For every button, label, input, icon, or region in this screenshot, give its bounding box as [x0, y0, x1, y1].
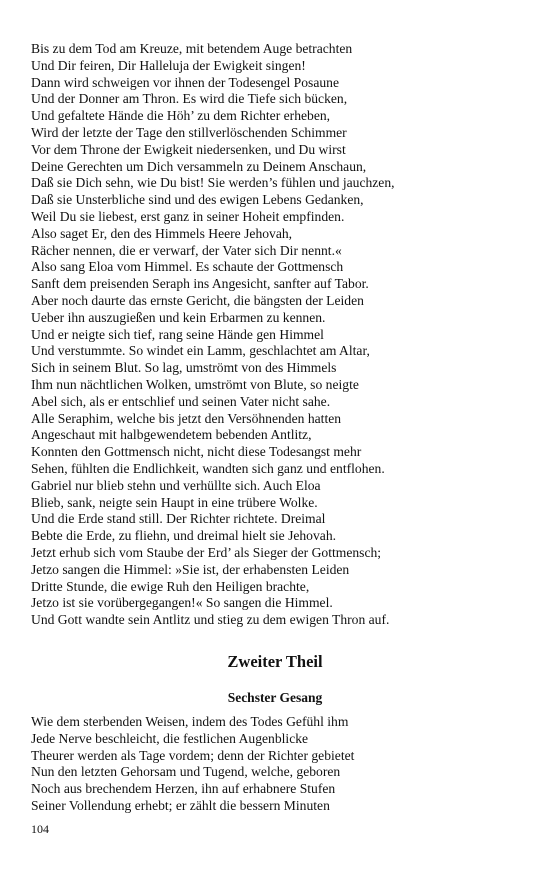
verse-line: Bis zu dem Tod am Kreuze, mit betendem Auge betrachten	[31, 41, 353, 56]
verse-line: Jede Nerve beschleicht, die festlichen Augenblicke	[31, 730, 309, 746]
verse-line: Und Gott wandte sein Antlitz und stieg zu dem ewigen Thron auf.	[31, 612, 390, 628]
verse-line: Und Dir feiren, Dir Halleluja der Ewigkeit singen!	[31, 57, 306, 73]
canto-verse-block	[31, 714, 531, 815]
verse-line: Rächer nennen, die er verwarf, der Vater sich Dir nennt.«	[31, 242, 342, 258]
verse-line: Wie dem sterbenden Weisen, indem des Todes Gefühl ihm	[31, 714, 349, 729]
verse-line: Dann wird schweigen vor ihnen der Todesengel Posaune	[31, 74, 339, 90]
verse-line: Nun den letzten Gehorsam und Tugend, welche, geboren	[31, 764, 341, 780]
verse-line: Dritte Stunde, die ewige Ruh den Heiligen brachte,	[31, 578, 310, 594]
verse-line: Vor dem Throne der Ewigkeit niedersenken, und Du wirst	[31, 141, 346, 157]
verse-line: Sehen, fühlten die Endlichkeit, wandten sich ganz und entflohen.	[31, 460, 385, 476]
verse-line: Alle Seraphim, welche bis jetzt den Versöhnenden hatten	[31, 410, 342, 426]
verse-line: Ueber ihn auszugießen und kein Erbarmen zu kennen.	[31, 309, 326, 325]
verse-line: Sanft dem preisenden Seraph ins Angesicht, sanfter auf Tabor.	[31, 276, 369, 292]
verse-line: Aber noch daurte das ernste Gericht, die bängsten der Leiden	[31, 292, 364, 308]
verse-line: Und der Donner am Thron. Es wird die Tiefe sich bücken,	[31, 91, 348, 107]
verse-line: Wird der letzte der Tage den stillverlöschenden Schimmer	[31, 124, 347, 140]
verse-line: Weil Du sie liebest, erst ganz in seiner Hoheit empfinden.	[31, 208, 345, 224]
canto-title: Sechster Gesang	[227, 690, 323, 705]
verse-line: Jetzo ist sie vorübergegangen!« So sangen die Himmel.	[31, 595, 333, 611]
verse-line: Daß sie Dich sehn, wie Du bist! Sie werden’s fühlen und jauchzen,	[31, 175, 395, 191]
verse-line: Gabriel nur blieb stehn und verhüllte sich. Auch Eloa	[31, 477, 321, 493]
verse-line: Seiner Vollendung erhebt; er zählt die bessern Minuten	[31, 797, 330, 813]
verse-line: Angeschaut mit halbgewendetem bebenden Antlitz,	[31, 427, 312, 443]
verse-line: Ihm nun nächtlichen Wolken, umströmt von Blute, so neigte	[31, 376, 359, 392]
verse-line: Noch aus brechendem Herzen, ihn auf erhabnere Stufen	[31, 781, 336, 797]
verse-line: Sich in seinem Blut. So lag, umströmt von des Himmels	[31, 360, 337, 376]
verse-line: Theurer werden als Tage vordem; denn der Richter gebietet	[31, 747, 355, 763]
verse-line: Und die Erde stand still. Der Richter richtete. Dreimal	[31, 511, 326, 527]
page-number: 104	[31, 822, 49, 836]
verse-line: Jetzo sangen die Himmel: »Sie ist, der erhabensten Leiden	[31, 561, 350, 577]
verse-line: Blieb, sank, neigte sein Haupt in eine trübere Wolke.	[31, 494, 318, 510]
verse-line: Jetzt erhub sich vom Staube der Erd’ als Sieger der Gottmensch;	[31, 544, 382, 560]
verse-block	[31, 41, 531, 629]
part-title: Zweiter Theil	[227, 652, 323, 671]
verse-line: Abel sich, als er entschlief und seinen Vater nicht sahe.	[31, 393, 331, 409]
verse-line: Und verstummte. So windet ein Lamm, geschlachtet am Altar,	[31, 343, 370, 359]
verse-line: Bebte die Erde, zu fliehn, und dreimal hielt sie Jehovah.	[31, 528, 337, 544]
verse-line: Also sang Eloa vom Himmel. Es schaute der Gottmensch	[31, 259, 344, 275]
verse-line: Und gefaltete Hände die Höh’ zu dem Richter erheben,	[31, 108, 331, 124]
verse-line: Deine Gerechten um Dich versammeln zu Deinem Anschaun,	[31, 158, 367, 174]
verse-line: Also saget Er, den des Himmels Heere Jehovah,	[31, 225, 293, 241]
verse-line: Daß sie Unsterbliche sind und des ewigen Lebens Gedanken,	[31, 192, 364, 208]
verse-line: Und er neigte sich tief, rang seine Hände gen Himmel	[31, 326, 324, 342]
verse-line: Konnten den Gottmensch nicht, nicht diese Todesangst mehr	[31, 444, 362, 460]
